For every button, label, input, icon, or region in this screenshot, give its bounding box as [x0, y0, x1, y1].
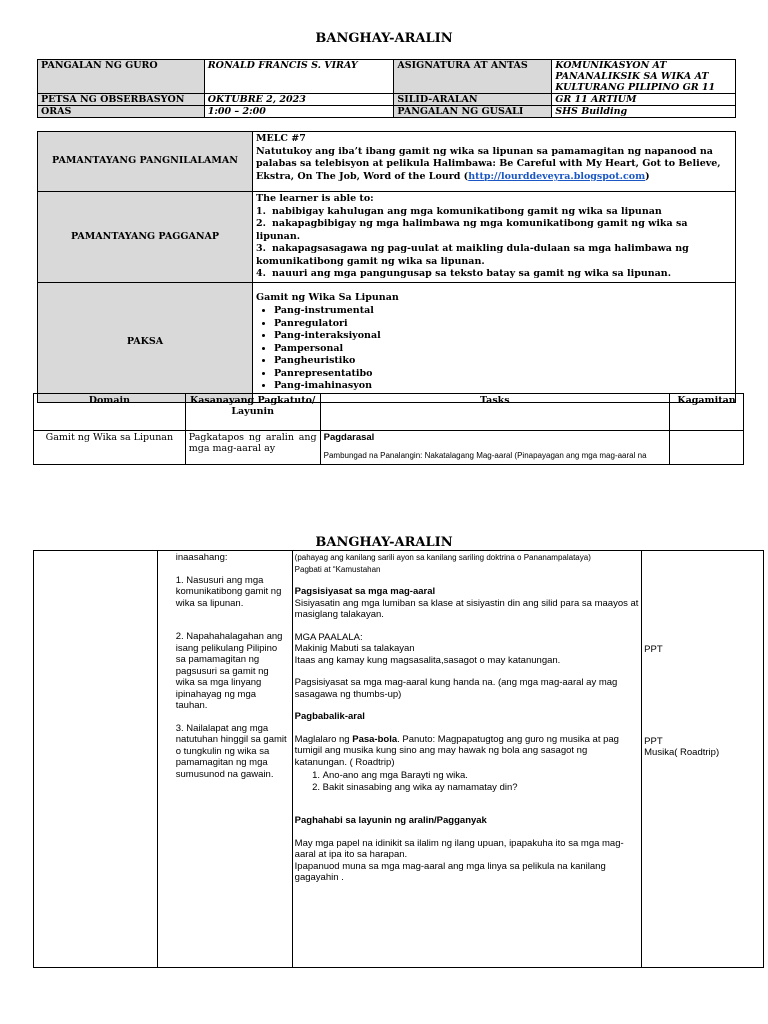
- domain-table: [33, 393, 744, 465]
- domain-cont-cell: [34, 551, 158, 968]
- attendance-heading: Pagsisiyasat sa mga mag-aaral: [294, 586, 436, 597]
- topic-item: • Panregulatori: [274, 318, 732, 331]
- subject-value: KOMUNIKASYON AT PANANALIKSIK SA WIKA AT KULTURANG PILIPINO GR 11: [552, 60, 736, 94]
- greeting-line: Pagbati at “Kamustahan: [294, 564, 381, 574]
- date-value: OKTUBRE 2, 2023: [204, 94, 394, 106]
- attendance-text: Sisiyasatin ang mga lumiban sa klase at sisiyastin din ang silid para sa maayos at masiglang talakayan.: [294, 597, 639, 620]
- room-label: SILID-ARALAN: [394, 94, 552, 106]
- materials-cell: [670, 431, 744, 465]
- topic-item: • Pang-instrumental: [274, 305, 732, 318]
- teacher-value: RONALD FRANCIS S. VIRAY: [204, 60, 394, 94]
- motivation-text: May mga papel na idinikit sa ilalim ng ilang upuan, ipapakuha ito sa mga mag-aaral at ipa ito sa harapan.: [294, 837, 624, 860]
- objective-item: 3. Nailalapat ang mga natutuhan hinggil sa gamit o tungkulin ng wika sa pamamagitan ng mga sumusunod na gawain.: [175, 722, 287, 780]
- building-label: PANGALAN NG GUSALI: [394, 106, 552, 118]
- objective-start: Pagkatapos ng aralin ang mga mag-aaral ay: [185, 431, 320, 465]
- time-value: 1:00 – 2:00: [204, 106, 394, 118]
- topic-label: PAKSA: [38, 282, 253, 402]
- topic-item: • Pang-interaksiyonal: [274, 330, 732, 343]
- performance-standard-label: PAMANTAYANG PAGGANAP: [38, 192, 253, 283]
- performance-item: 1. nabibigay kahulugan ang mga komunikatibong gamit ng wika sa lipunan: [256, 205, 662, 217]
- topic-item: • Pampersonal: [274, 343, 732, 356]
- melc-heading: MELC #7: [256, 133, 306, 144]
- material-item: PPT: [644, 735, 663, 747]
- header-tasks: Tasks: [320, 394, 669, 431]
- domain-value: Gamit ng Wika sa Lipunan: [34, 431, 186, 465]
- objective-item: 2. Napahahalagahan ang isang pelikulang Pilipino sa pamamagitan ng pagsusuri sa gamit ng wika sa mga linyang ipinahayag ng mga tauhan.: [175, 631, 283, 711]
- motivation-text: Ipapanuod muna sa mga mag-aaral ang mga linya sa pelikula na kanilang gagayahin .: [294, 860, 606, 883]
- performance-intro: The learner is able to:: [256, 193, 374, 204]
- room-value: GR 11 ARTIUM: [552, 94, 736, 106]
- content-standard-text: Natutukoy ang iba’t ibang gamit ng wika sa lipunan sa pamamagitan ng napanood na palabas sa telebisyon at pelikula Halimbawa: Be Careful with My Heart, Got to Believe, Ekstra, On The Job, Word of the Lourd (: [256, 145, 721, 182]
- content-standard-cell: [253, 132, 736, 192]
- readiness-check: Pagsisiyasat sa mga mag-aaral kung handa na. (ang mga mag-aaral ay mag sasagawa ng thumbs-up): [294, 677, 618, 700]
- tasks-cell: [292, 551, 641, 968]
- prayer-heading: Pagdarasal: [323, 432, 375, 443]
- material-item: Musika( Roadtrip): [644, 747, 720, 758]
- task-cell: [320, 431, 669, 465]
- page-title-2: BANGHAY-ARALIN: [315, 535, 453, 550]
- prayer-line: Pambungad na Panalangin: Nakatalagang Mag-aaral (Pinapayagan ang mga mag-aaral na: [323, 451, 647, 460]
- topic-item: • Panrepresentatibo: [274, 368, 732, 381]
- material-item: PPT: [644, 644, 663, 655]
- time-label: ORAS: [38, 106, 205, 118]
- reminder-item: Makinig Mabuti sa talakayan: [294, 643, 415, 654]
- lesson-info-table: [37, 59, 736, 118]
- topic-item: • Pangheuristiko: [274, 355, 732, 368]
- content-standard-label: PAMANTAYANG PANGNILALAMAN: [38, 132, 253, 192]
- content-close: ): [645, 170, 650, 182]
- performance-standard-cell: [253, 192, 736, 283]
- subject-label: ASIGNATURA AT ANTAS: [394, 60, 552, 94]
- topic-list: [256, 305, 732, 393]
- topic-heading: Gamit ng Wika Sa Lipunan: [256, 291, 399, 303]
- page-title: BANGHAY-ARALIN: [315, 31, 453, 46]
- reminders-heading: MGA PAALALA:: [294, 631, 363, 643]
- standards-table: [37, 131, 736, 403]
- building-value: SHS Building: [552, 106, 736, 118]
- blog-link[interactable]: http://lourddeveyra.blogspot.com: [468, 170, 646, 182]
- prayer-continuation: (pahayag ang kanilang sarili ayon sa kanilang sariling doktrina o Pananampalataya): [294, 553, 591, 562]
- review-heading: Pagbabalik-aral: [294, 711, 365, 722]
- review-question: 1. Ano-ano ang mga Barayti ng wika.: [323, 770, 639, 782]
- reminder-item: Itaas ang kamay kung magsasalita,sasagot o may katanungan.: [294, 654, 561, 666]
- teacher-label: PANGALAN NG GURO: [38, 60, 205, 94]
- lesson-body-table: [33, 550, 764, 968]
- objective-continuation: inaasahang:: [175, 552, 228, 563]
- header-objective: Kasanayang Pagkatuto/ Layunin: [185, 394, 320, 431]
- performance-item: 3. nakapagsasagawa ng pag-uulat at maikling dula-dulaan sa mga halimbawa ng komunikatibong gamit ng wika sa lipunan.: [256, 243, 689, 267]
- topic-cell: [253, 282, 736, 402]
- motivation-heading: Paghahabi sa layunin ng aralin/Pagganyak: [294, 815, 487, 826]
- performance-item: 2. nakapagbibigay ng mga halimbawa ng mga komunikatibong gamit ng wika sa lipunan.: [256, 218, 688, 242]
- review-questions: [295, 770, 639, 793]
- date-label: PETSA NG OBSERBASYON: [38, 94, 205, 106]
- topic-item: • Pang-imahinasyon: [274, 380, 732, 393]
- review-text: Maglalaro ng Pasa-bola. Panuto: Magpapatugtog ang guro ng musika at pag tumigil ang musika kung sino ang may hawak ng bola ang sasagot ng katanungan. ( Roadtrip): [294, 733, 619, 768]
- objectives-cell: [157, 551, 292, 968]
- materials-cell-2: [642, 551, 764, 968]
- header-materials: Kagamitan: [670, 394, 744, 431]
- header-domain: Domain: [34, 394, 186, 431]
- performance-item: 4. nauuri ang mga pangungusap sa teksto batay sa gamit ng wika sa lipunan.: [256, 268, 672, 279]
- objective-item: 1. Nasusuri ang mga komunikatibong gamit ng wika sa lipunan.: [175, 574, 282, 609]
- review-question: 2. Bakit sinasabing ang wika ay namamatay din?: [323, 782, 639, 794]
